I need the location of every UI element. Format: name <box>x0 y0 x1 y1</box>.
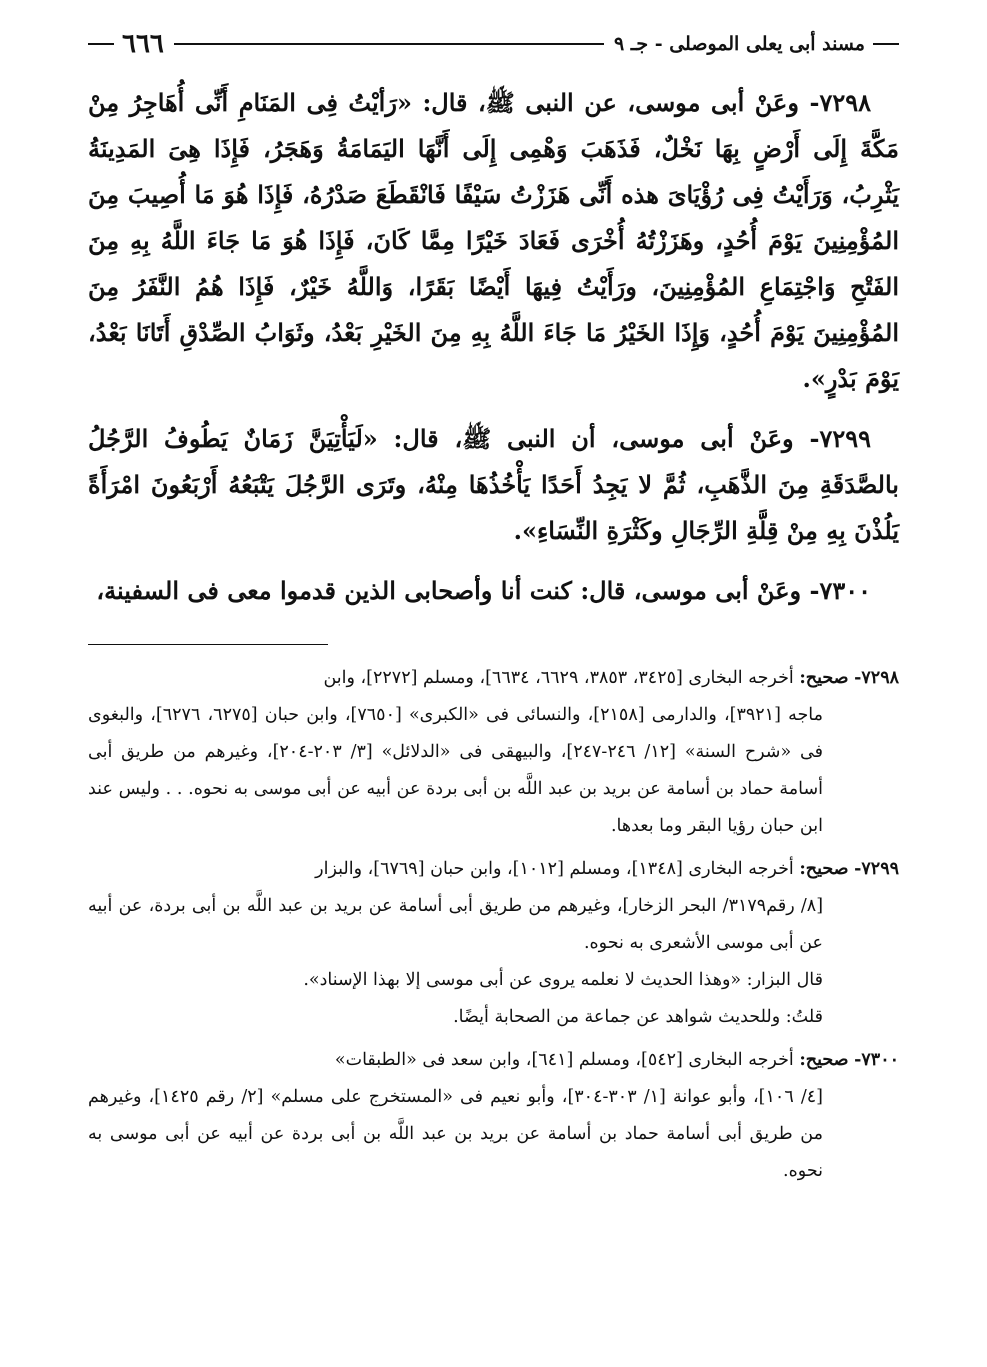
hadith-number: ٧٣٠٠- <box>809 576 871 605</box>
hadith-text: وعَنْ أبى موسى، قال: كنت أنا وأصحابى الذين قدموا معى فى السفينة، <box>96 576 802 605</box>
footnote-7299 <box>88 851 899 1036</box>
footnote-editor-remark: قلتُ: وللحديث شواهد عن جماعة من الصحابة أيضًا. <box>453 1007 823 1027</box>
footnote-text: أخرجه البخارى [٥٤٢]، ومسلم [٦٤١]، وابن سعد فى «الطبقات» <box>334 1050 794 1070</box>
footnote-7298 <box>88 660 899 845</box>
page-number: ٦٦٦ <box>122 29 164 59</box>
footnote-grade: صحيح: <box>799 859 849 879</box>
header-dash-left <box>88 43 114 45</box>
hadith-7300 <box>88 568 899 614</box>
hadith-number: ٧٢٩٨- <box>809 88 871 117</box>
footnote-bazzar-quote: قال البزار: «وهذا الحديث لا نعلمه يروى عن أبى موسى إلا بهذا الإسناد». <box>303 970 823 990</box>
footnote-number: ٧٢٩٩- <box>854 859 899 879</box>
footnote-text: أخرجه البخارى [١٣٤٨]، ومسلم [١٠١٢]، وابن حبان [٦٧٦٩]، والبزار <box>315 859 794 879</box>
footnote-number: ٧٢٩٨- <box>854 668 899 688</box>
footnote-first-line <box>88 851 899 888</box>
hadith-text: وعَنْ أبى موسى، عن النبى ﷺ، قال: «رَأيْتُ فِى المَنَامِ أَنِّى أُهَاجِرُ مِنْ مَكَّةَ إِلَى أَرْضٍ بِهَا نَخْلٌ، فَذَهَبَ وَهْمِى إِلَى أَنَّهَا اليَمَامَةُ وَهَجَرُ، فَإِذَا هِىَ المَدِينَةُ يَثْرِبُ، وَرَأَيْتُ فِى رُؤْيَاىَ هذه أَنِّى هَزَزْتُ سَيْفًا فَانْقَطَعَ صَدْرُهُ، فَإِذَا هُوَ مَا أُصِيبَ مِنَ المُؤْمِنِينَ يَوْمَ أُحُدٍ، وهَزَزْتُهُ أُخْرَى فَعَادَ خَيْرًا مِمَّا كَانَ، فَإِذَا هُوَ مَا جَاءَ اللَّهُ بِهِ مِنَ الفَتْحِ وَاجْتِمَاعِ المُؤْمِنِينَ، ورَأَيْتُ فِيهَا أَيْضًا بَقَرًا، وَاللَّهُ خَيْرٌ، فَإِذَا هُمُ النَّفَرُ مِنَ المُؤْمِنِينَ يَوْمَ أُحُدٍ، وَإِذَا الخَيْرُ مَا جَاءَ اللَّهُ بِهِ مِنَ الخَيْرِ بَعْدُ، وثَوَابُ الصِّدْقِ أَتَانَا بَعْدُ، يَوْمَ بَدْرٍ». <box>88 88 899 393</box>
footnote-text: أخرجه البخارى [٣٤٢٥، ٣٨٥٣، ٦٦٢٩، ٦٦٣٤]، ومسلم [٢٢٧٢]، وابن <box>323 668 794 688</box>
hadith-7299 <box>88 416 899 554</box>
running-title: مسند أبى يعلى الموصلى - جـ ٩ <box>613 33 865 55</box>
footnote-grade: صحيح: <box>799 1050 849 1070</box>
footnote-continuation: ماجه [٣٩٢١]، والدارمى [٢١٥٨]، والنسائى فى «الكبرى» [٧٦٥٠]، وابن حبان [٦٢٧٥، ٦٢٧٦]، والبغوى فى «شرح السنة» [١٢/ ٢٤٦-٢٤٧]، والبيهقى فى «الدلائل» [٣/ ٢٠٣-٢٠٤]، وغيرهم من طريق أبى أسامة حماد بن أسامة عن بريد بن عبد اللَّه بن أبى بردة عن أبيه عن أبى موسى به نحوه. . . وليس عند ابن حبان رؤيا البقر وما بعدها. <box>88 705 823 836</box>
hadith-number: ٧٢٩٩- <box>809 424 871 453</box>
footnote-continuation: [٤/ ١٠٦]، وأبو عوانة [١/ ٣٠٣-٣٠٤]، وأبو نعيم فى «المستخرج على مسلم» [٢/ رقم ١٤٢٥]، وغيرهم من طريق أبى أسامة حماد بن أسامة عن بريد بن عبد اللَّه بن أبى بردة عن أبيه عن أبى موسى به نحوه. <box>88 1087 823 1181</box>
main-text <box>88 80 899 628</box>
footnote-continuation: [٨/ رقم٣١٧٩/ البحر الزخار]، وغيرهم من طريق أبى أسامة عن بريد بن عبد اللَّه بن أبى بردة، عن أبيه عن أبى موسى الأشعرى به نحوه. <box>88 896 824 953</box>
footnote-divider <box>88 644 328 645</box>
hadith-text: وعَنْ أبى موسى، أن النبى ﷺ، قال: «لَيَأْتِيَنَّ زَمَانٌ يَطُوفُ الرَّجُلُ بالصَّدَقَةِ مِنَ الذَّهَبِ، ثُمَّ لا يَجِدُ أَحَدًا يَأْخُذُهَا مِنْهُ، وتَرَى الرَّجُلَ يَتْبَعُهُ أَرْبَعُونَ امْرَأَةً يَلُذْنَ بِهِ مِنْ قِلَّةِ الرِّجَالِ وكَثْرَةِ النِّسَاءِ». <box>88 424 899 545</box>
header-dash-right <box>873 43 899 45</box>
footnote-7300 <box>88 1042 899 1190</box>
footnote-first-line <box>88 1042 899 1079</box>
running-header <box>88 24 899 64</box>
footnote-grade: صحيح: <box>799 668 849 688</box>
header-rule <box>174 43 604 45</box>
footnote-first-line <box>88 660 899 697</box>
footnotes <box>88 660 899 1196</box>
hadith-7298 <box>88 80 899 402</box>
footnote-number: ٧٣٠٠- <box>854 1050 899 1070</box>
